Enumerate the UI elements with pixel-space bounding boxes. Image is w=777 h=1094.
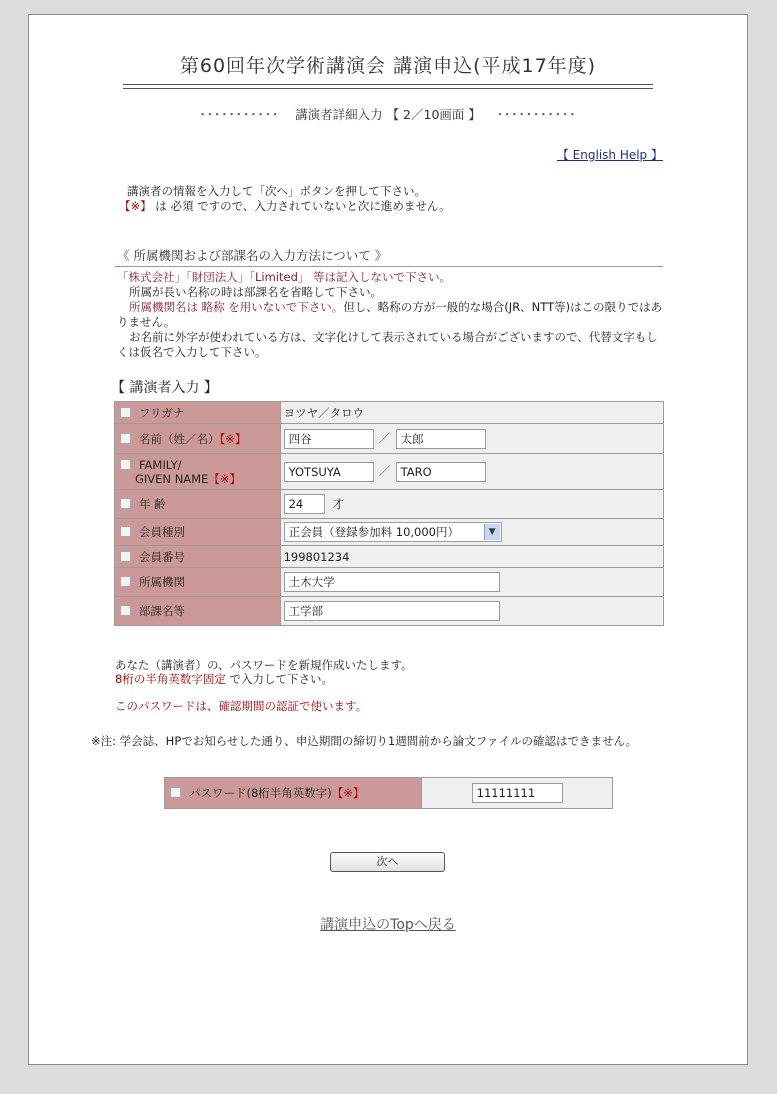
member-type-label-cell [115,519,281,546]
checkbox-icon [120,526,131,537]
row-age [115,490,664,519]
password-table [164,777,613,809]
dots-left: ･･･････････ [199,107,280,122]
password-format-red: 8桁の半角英数字固定 [115,672,226,686]
member-no-label: 会員番号 [139,549,185,564]
speaker-form-table [114,401,664,626]
howto-notes [117,270,667,360]
page-title: 第60回年次学術講演会 講演申込(平成17年度) [179,55,597,77]
family-label-line2 [115,472,280,486]
chevron-down-icon[interactable]: ▼ [484,524,500,540]
password-label-cell [165,778,422,809]
family-label: FAMILY/ [139,457,182,472]
note-4: お名前に外字が使われている方は、文字化けして表示されている場合がございますので、代替文字もしくは仮名で入力して下さい。 [117,330,658,359]
checkbox-icon [120,576,131,587]
checkbox-icon [120,551,131,562]
checkbox-icon [120,407,131,418]
checkbox-icon [120,433,131,444]
intro-line2 [119,198,451,214]
name-inputs [280,424,663,454]
affiliation-label: 所属機関 [139,575,185,589]
password-cell [422,778,613,809]
intro-line2-text: は 必須 ですので、入力されていないと次に進めません。 [155,199,451,213]
required-mark: 【※】 [219,431,247,446]
furigana-value: ヨツヤ／タロウ [280,402,663,424]
note-3-rest: 但し、略称の方が一般的な場合(JR、NTT等)はこの限りではありません。 [117,300,663,329]
row-family-given [115,454,664,490]
checkbox-icon [120,498,131,509]
name-label-cell [115,424,281,454]
password-info-line1: あなた（講演者）の、パスワードを新規作成いたします。 [115,658,413,672]
caution-note: ※注: 学会誌、HPでお知らせした通り、申込期間の締切り1週間前から論文ファイルの確認はできません。 [91,734,638,748]
password-info-line2 [115,671,333,687]
family-separator: ／ [378,464,391,478]
title-double-rule [123,84,653,89]
note-3-red: 所属機関名は 略称 を用いないで下さい。 [129,300,344,314]
note-1: 「株式会社」「財団法人」「Limited」 等は記入しないで下さい。 [117,270,452,284]
checkbox-icon [120,459,131,470]
required-mark: 【※】 [208,471,241,486]
department-cell [280,597,663,626]
checkbox-icon [120,605,131,616]
family-inputs [280,454,663,490]
note-2: 所属が長い名称の時は部課名を省略して下さい。 [129,285,382,299]
row-department [115,597,664,626]
password-label: パスワード(8桁半角英数字) [189,786,332,800]
member-type-select[interactable] [284,522,502,542]
member-type-label: 会員種別 [139,525,185,539]
password-input[interactable]: 11111111 [472,783,563,803]
age-cell [280,490,663,519]
affiliation-input[interactable]: 土木大学 [284,572,500,592]
row-affiliation [115,568,664,597]
row-member-type [115,519,664,546]
intro-line1: 講演者の情報を入力して「次へ」ボタンを押して下さい。 [127,184,426,198]
family-label-cell [115,454,281,490]
name-separator: ／ [378,431,391,445]
application-page [28,14,748,1065]
department-input[interactable]: 工学部 [284,601,500,621]
department-label-cell [115,597,281,626]
speaker-section-heading: 【 講演者入力 】 [111,380,218,396]
age-unit: 才 [332,496,344,511]
step-indicator [29,105,747,123]
required-mark: 【※】 [331,786,365,800]
age-label-cell [115,490,281,519]
family-name-input[interactable]: YOTSUYA [284,462,374,482]
department-label: 部課名等 [139,604,185,618]
member-no-value: 199801234 [280,546,663,568]
age-label: 年 齢 [139,497,166,511]
family-label-line1 [115,458,280,472]
back-to-top-link[interactable]: 講演申込のTopへ戻る [320,917,456,933]
member-type-selected: 正会員（登録参加料 10,000円） [288,525,459,539]
given-name-input[interactable]: TARO [396,462,486,482]
affiliation-label-cell [115,568,281,597]
given-label: GIVEN NAME [135,471,209,486]
first-name-input[interactable]: 太郎 [396,429,486,449]
last-name-input[interactable]: 四谷 [284,429,374,449]
step-label: 講演者詳細入力 【 2／10画面 】 [295,107,481,122]
howto-rule [115,266,663,267]
note-3 [117,300,667,330]
password-format-rest: で入力して下さい。 [229,672,333,686]
member-no-label-cell [115,546,281,568]
row-password [165,778,613,809]
affiliation-cell [280,568,663,597]
member-type-cell [280,519,663,546]
checkbox-icon [170,787,181,798]
furigana-label-cell [115,402,281,424]
row-member-no [115,546,664,568]
required-mark: 【※】 [119,199,152,213]
furigana-label: フリガナ [139,405,185,420]
password-info-line3: このパスワードは、確認期間の認証で使います。 [115,699,368,713]
howto-heading: 《 所属機関および部課名の入力方法について 》 [117,248,388,263]
english-help-link[interactable]: 【 English Help 】 [556,148,663,162]
row-name [115,424,664,454]
name-label: 名前（姓／名） [139,431,220,446]
next-button[interactable]: 次へ [330,852,445,872]
age-input[interactable]: 24 [284,494,325,514]
dots-right: ･･･････････ [496,107,577,122]
row-furigana [115,402,664,424]
